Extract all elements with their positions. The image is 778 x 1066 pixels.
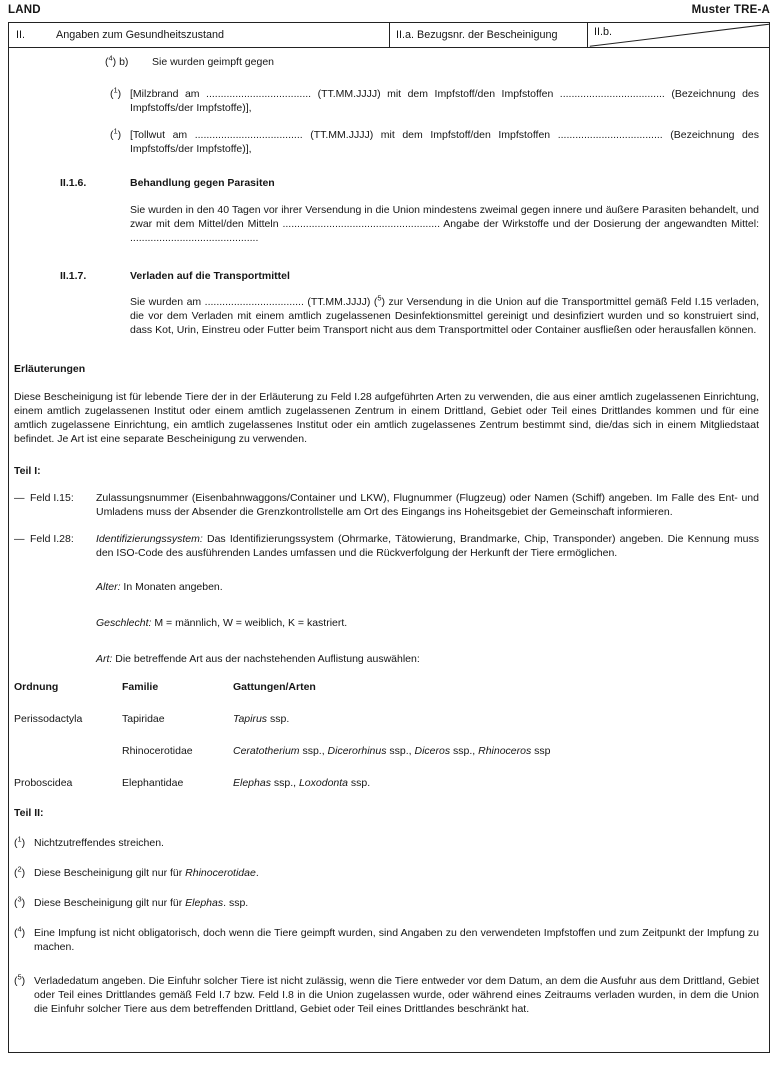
footnote-marker: ($^3$)	[14, 894, 26, 909]
field-text: Identifizierungssystem: Das Identifizierungssystem (Ohrmarke, Tätowierung, Brandmarke, Chip, Transponder) angeben. Die Kennung muss den ISO-Code des ausführenden Landes umfassen und die Rückverfolgung der Herkunft der Tiere ermöglichen.	[96, 533, 759, 559]
age-note	[9, 580, 765, 594]
notes-heading	[9, 362, 765, 376]
part-II-heading	[9, 806, 765, 820]
country-label: LAND	[8, 4, 41, 16]
species-table-cell: Tapiridae	[122, 713, 165, 725]
species-table-cell: Tapirus ssp.	[233, 713, 290, 725]
field-label: Feld I.28:	[30, 533, 74, 545]
heading-number: II.1.6.	[60, 177, 87, 189]
paragraph-text: Alter: In Monaten angeben.	[96, 581, 223, 593]
page-top-bar	[8, 4, 770, 20]
paragraph-text: Sie wurden in den 40 Tagen vor ihrer Versendung in die Union mindestens zweimal gegen innere und äußere Parasiten behandelt, und zwar mit dem Mittel/den Mitteln ...................................................... Angabe der Wirkstoffe und der Dosierung der angewandten Mittel: ............................................	[130, 204, 759, 244]
species-note	[9, 652, 765, 666]
loading-paragraph	[9, 295, 765, 337]
footnote-5	[9, 974, 765, 1016]
section-II-cell	[9, 23, 390, 47]
species-table-row	[9, 712, 765, 726]
paragraph-text: Geschlecht: M = männlich, W = weiblich, K = kastriert.	[96, 617, 348, 629]
footnote-2	[9, 866, 765, 880]
section-number: II.	[16, 29, 25, 41]
species-table-cell: Perissodactyla	[14, 713, 83, 725]
species-table-header-cell: Gattungen/Arten	[233, 681, 316, 693]
certificate-body	[8, 47, 770, 1053]
footnote-text: Nichtzutreffendes streichen.	[34, 837, 164, 849]
dash-bullet: —	[14, 533, 25, 545]
species-table-row	[9, 744, 765, 758]
heading-title: Verladen auf die Transportmittel	[130, 270, 290, 282]
footnote-3	[9, 896, 765, 910]
notes-paragraph	[9, 390, 765, 446]
field-text: Zulassungsnummer (Eisenbahnwaggons/Container und LKW), Flugnummer (Flugzeug) oder Namen (Schiff) angeben. Im Falle des Ent- und Umladens muss der Absender die Grenzkontrollstelle am Ort des Eingangs ins Hoheitsgebiet der Gemeinschaft informieren.	[96, 492, 759, 518]
footnote-4	[9, 926, 765, 954]
rabies-vaccination-item	[9, 128, 765, 156]
species-table-cell	[14, 744, 122, 758]
species-table-cell: Proboscidea	[14, 777, 73, 789]
species-table-header	[9, 680, 765, 694]
species-table-cell: Elephantidae	[122, 777, 184, 789]
footnote-marker: ($^4$)	[14, 924, 26, 939]
footnote-marker: ($^5$)	[14, 972, 26, 987]
field-label: Feld I.15:	[30, 492, 74, 504]
item-text: [Milzbrand am .................................... (TT.MM.JJJJ) mit dem Impfstoff/den Impfstoffen .................................... (Bezeichnung des Impfstoffs/der Impfstoffe)],	[130, 88, 759, 114]
model-label: Muster TRE-A	[691, 4, 770, 16]
paragraph-text: Art: Die betreffende Art aus der nachstehenden Auflistung auswählen:	[96, 653, 420, 665]
footnote-text: Verladedatum angeben. Die Einfuhr solcher Tiere ist nicht zulässig, wenn die Tiere entweder vor dem Datum, an dem die Ausfuhr aus dem Drittland, Gebiet oder Teil eines Drittlandes gemäß Feld I.7 bzw. Feld I.8 in die Union zugelassen wurde, oder während eines Zeitraums verladen wurden, in dem die Union die Einfuhr solcher Tiere aus dem betreffenden Drittland, Gebiet oder Teil eines Drittlandes beschränkt hat.	[34, 975, 759, 1015]
section-II-1-7-heading	[9, 269, 765, 283]
label-text: Erläuterungen	[14, 363, 86, 375]
species-table-row	[9, 776, 765, 790]
field-I-28-note	[9, 532, 765, 560]
paragraph-text: Sie wurden am .................................. (TT.MM.JJJJ) ($^5$) zur Versendung in die Union auf die Transportmittel gemäß Feld I.15 verladen, die vor dem Verladen mit einem amtlich zugelassenen Desinfektionsmittel gereinigt und desinfiziert wurden und so konstruiert sind, dass Kot, Urin, Einstreu oder Futter beim Transport nicht aus dem Transportmittel oder Container ausfließen oder herausfallen können.	[130, 293, 759, 336]
reference-number-cell	[390, 23, 588, 47]
label-text: Teil II:	[14, 807, 44, 819]
section-II-1-6-heading	[9, 176, 765, 190]
species-table-header-cell: Ordnung	[14, 681, 59, 693]
sex-note	[9, 616, 765, 630]
footnote-text: Diese Bescheinigung gilt nur für Rhinocerotidae.	[34, 867, 259, 879]
field-I-15-note	[9, 491, 765, 519]
paragraph-text: Diese Bescheinigung ist für lebende Tiere der in der Erläuterung zu Feld I.28 aufgeführten Arten zu verwenden, die aus einer amtlich zugelassenen Einrichtung, einem amtlich zugelassenen Institut oder einem amtlich zugelassenen Zentrum in einem Drittland, Gebiet oder Teil eines Drittlandes kommen und für eine amtlich zugelassene Einrichtung, ein amtlich zugelassenes Institut oder ein amtlich zugelassenes Zentrum bestimmt sind, die/das sich in einem Mitgliedstaat befindet. Je Art ist eine separate Bescheinigung zu verwenden.	[14, 391, 759, 445]
label-text: Teil I:	[14, 465, 41, 477]
cell-iib	[588, 23, 769, 47]
section-title: Angaben zum Gesundheitszustand	[56, 29, 225, 41]
species-table-cell: Elephas ssp., Loxodonta ssp.	[233, 777, 371, 789]
species-table-cell: Ceratotherium ssp., Dicerorhinus ssp., Diceros ssp., Rhinoceros ssp	[233, 745, 551, 757]
footnote-marker: ($^1$)	[14, 834, 26, 849]
certificate-header-row	[8, 22, 770, 48]
footnote-text: Eine Impfung ist nicht obligatorisch, doch wenn die Tiere geimpft wurden, sind Angaben zu den verwendeten Impfstoffen und zum Zeitpunkt der Impfung zu machen.	[34, 927, 759, 953]
dash-bullet: —	[14, 492, 25, 504]
heading-number: II.1.7.	[60, 270, 87, 282]
item-text: [Tollwut am ..................................... (TT.MM.JJJJ) mit dem Impfstoff/den Impfstoffen .................................... (Bezeichnung des Impfstoffs/der Impfstoffe)],	[130, 129, 759, 155]
item-marker: ($^4$) b)	[105, 53, 129, 68]
cell-iib-label: II.b.	[594, 26, 613, 38]
species-table	[9, 680, 765, 790]
footnote-text: Diese Bescheinigung gilt nur für Elephas. ssp.	[34, 897, 249, 909]
part-I-heading	[9, 464, 765, 478]
diagonal-strikeout-line	[588, 23, 769, 47]
item-text: Sie wurden geimpft gegen	[152, 56, 274, 68]
species-table-header-cell: Familie	[122, 681, 159, 693]
heading-title: Behandlung gegen Parasiten	[130, 177, 275, 189]
item-marker: ($^1$)	[110, 85, 122, 100]
footnote-marker: ($^2$)	[14, 864, 26, 879]
anthrax-vaccination-item	[9, 87, 765, 115]
species-table-cell: Rhinocerotidae	[122, 745, 193, 757]
footnote-1	[9, 836, 765, 850]
reference-number-label: II.a. Bezugsnr. der Bescheinigung	[396, 29, 558, 41]
parasite-treatment-paragraph	[9, 203, 765, 245]
vaccination-item-b	[9, 55, 765, 69]
item-marker: ($^1$)	[110, 126, 122, 141]
